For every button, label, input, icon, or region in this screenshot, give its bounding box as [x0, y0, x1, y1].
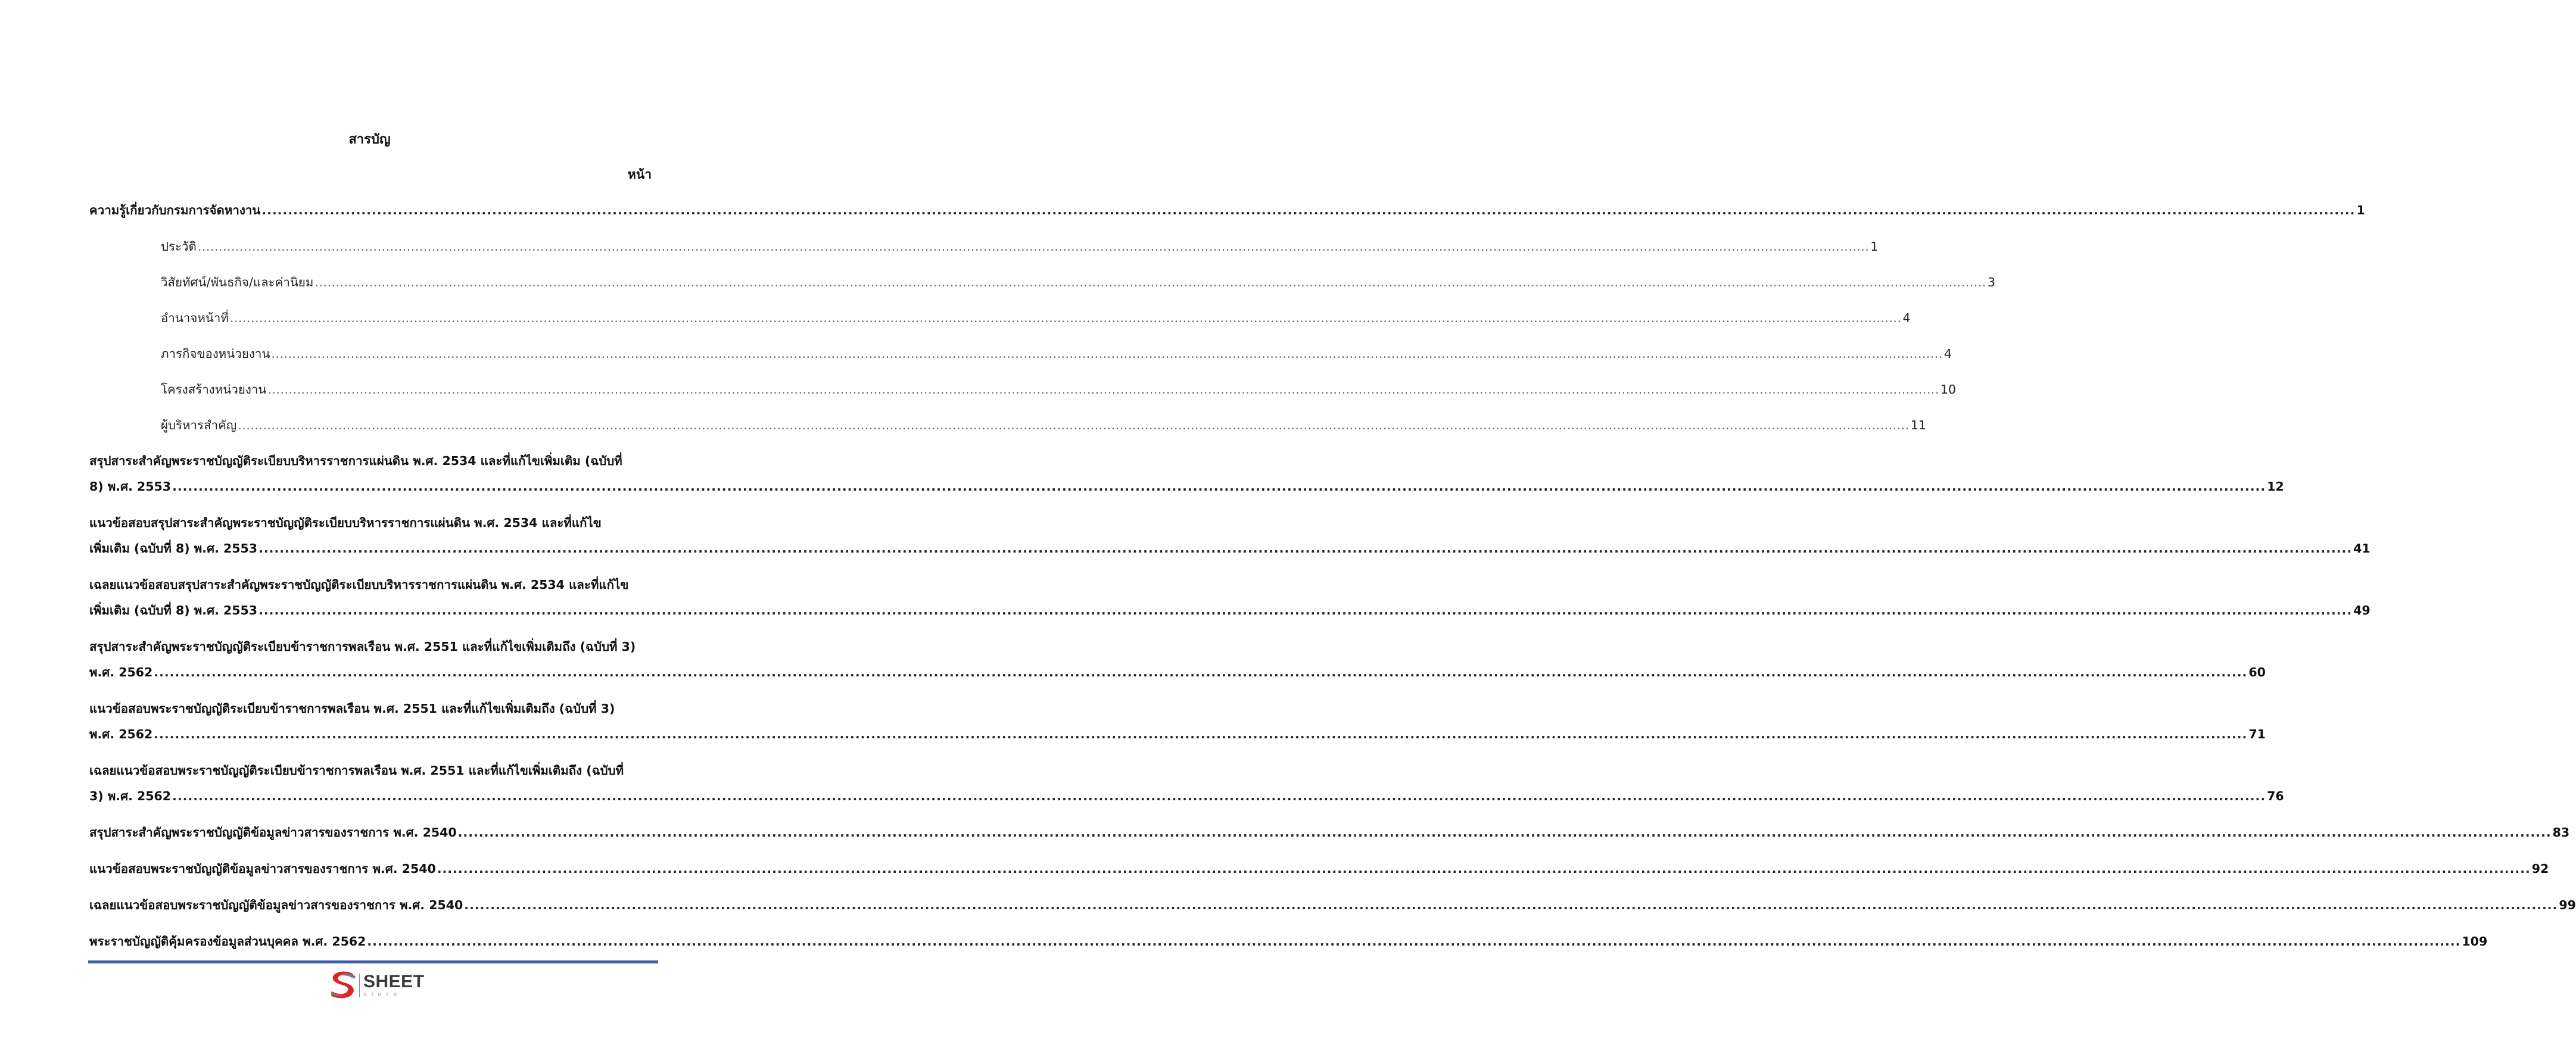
toc-entry-last-line	[161, 377, 1957, 403]
toc-entry-page-number: 83	[2552, 825, 2570, 840]
s-logo-icon	[329, 969, 357, 1002]
logo-separator	[359, 974, 360, 997]
toc-entry-page-number: 11	[1910, 418, 1926, 432]
toc-entry-title-line: เฉลยแนวข้อสอบพระราชบัญญัติระเบียบข้าราชการพลเรือน พ.ศ. 2551 และที่แก้ไขเพิ่มเติมถึง (ฉบับที่	[89, 763, 624, 778]
toc-entry-title-line: พ.ศ. 2562	[89, 727, 153, 741]
toc-entry-last-line	[89, 929, 2488, 954]
toc-entry-page-number: 60	[2248, 665, 2266, 679]
dot-leader: ................................................................................................................................................................................................................................................................................................................................................................................................................	[437, 862, 2531, 876]
toc-entry-page-number: 12	[2267, 479, 2284, 494]
toc-entry-title-line: พระราชบัญญัติคุ้มครองข้อมูลส่วนบุคคล พ.ศ. 2562	[89, 934, 366, 949]
toc-entry-page-number: 3	[1987, 275, 1995, 289]
toc-entry-title-line: 8) พ.ศ. 2553	[89, 479, 172, 494]
toc-entry-page-number: 1	[1870, 239, 1879, 254]
page-column-label: หน้า	[628, 167, 652, 182]
toc-entry-title-line: สรุปสาระสำคัญพระราชบัญญัติข้อมูลข่าวสารของราชการ พ.ศ. 2540	[89, 825, 457, 840]
toc-entry[interactable]	[89, 305, 1911, 331]
toc-entry[interactable]	[89, 510, 2371, 562]
toc-title: สารบัญ	[348, 132, 391, 147]
toc-entry-last-line	[89, 820, 2570, 846]
toc-entry-last-line	[89, 784, 2284, 809]
toc-entry-title-line: ความรู้เกี่ยวกับกรมการจัดหางาน	[89, 203, 261, 217]
dot-leader: ................................................................................................................................................................................................................................................................................................................................................................................................................	[267, 382, 1939, 397]
toc-entry-title-line: พ.ศ. 2562	[89, 665, 153, 679]
toc-entry-last-line	[161, 234, 1879, 260]
toc-entry-page-number: 109	[2462, 934, 2488, 949]
dot-leader: ................................................................................................................................................................................................................................................................................................................................................................................................................	[271, 347, 1943, 361]
dot-leader: ................................................................................................................................................................................................................................................................................................................................................................................................................	[172, 479, 2266, 494]
toc-entry-last-line	[89, 536, 2371, 562]
toc-entry-title-line: ประวัติ	[161, 239, 197, 254]
sheet-store-logo	[329, 969, 425, 1002]
toc-entry-last-line	[89, 474, 2284, 500]
toc-entry-page-number: 4	[1943, 347, 1952, 361]
footer-divider	[88, 960, 658, 963]
toc-entry-page-number: 76	[2267, 789, 2284, 803]
toc-entry-title-line: เฉลยแนวข้อสอบสรุปสาระสำคัญพระราชบัญญัติระเบียบบริหารราชการแผ่นดิน พ.ศ. 2534 และที่แก้ไข	[89, 578, 629, 592]
toc-entry[interactable]	[89, 270, 1995, 295]
toc-entry-page-number: 1	[2356, 203, 2365, 217]
toc-entry-page-number: 71	[2248, 727, 2266, 741]
logo-text	[363, 973, 425, 998]
toc-entry-title-line: วิสัยทัศน์/พันธกิจ/และค่านิยม	[161, 275, 314, 289]
toc-entry-title-line: โครงสร้างหน่วยงาน	[161, 382, 267, 397]
toc-entry-title-line: เฉลยแนวข้อสอบพระราชบัญญัติข้อมูลข่าวสารของราชการ พ.ศ. 2540	[89, 898, 463, 912]
toc-entry[interactable]	[89, 893, 2576, 918]
toc-entry-title-line: แนวข้อสอบสรุปสาระสำคัญพระราชบัญญัติระเบียบบริหารราชการแผ่นดิน พ.ศ. 2534 และที่แก้ไข	[89, 516, 602, 530]
toc-entry-last-line	[161, 270, 1995, 295]
dot-leader: ................................................................................................................................................................................................................................................................................................................................................................................................................	[258, 603, 2353, 617]
dot-leader: ................................................................................................................................................................................................................................................................................................................................................................................................................	[314, 275, 1986, 289]
dot-leader: ................................................................................................................................................................................................................................................................................................................................................................................................................	[367, 934, 2461, 949]
logo-word: SHEET	[363, 972, 425, 991]
toc-entry-page-number: 99	[2559, 898, 2576, 912]
toc-entry[interactable]	[89, 634, 2266, 685]
dot-leader: ................................................................................................................................................................................................................................................................................................................................................................................................................	[154, 665, 2248, 679]
toc-entry[interactable]	[89, 572, 2371, 623]
toc-entry-title-line: สรุปสาระสำคัญพระราชบัญญัติระเบียบบริหารราชการแผ่นดิน พ.ศ. 2534 และที่แก้ไขเพิ่มเติม (ฉบับที่	[89, 454, 622, 468]
toc-entry-title-line: 3) พ.ศ. 2562	[89, 789, 172, 803]
toc-entry[interactable]	[89, 856, 2549, 882]
toc-entry-last-line	[89, 893, 2576, 918]
dot-leader: ................................................................................................................................................................................................................................................................................................................................................................................................................	[197, 239, 1870, 254]
dot-leader: ................................................................................................................................................................................................................................................................................................................................................................................................................	[154, 727, 2248, 741]
toc-entry[interactable]	[89, 448, 2284, 500]
toc-entry[interactable]	[89, 696, 2266, 747]
toc-entry-page-number: 4	[1902, 311, 1911, 325]
toc-entry[interactable]	[89, 929, 2488, 954]
toc-entry-page-number: 92	[2531, 862, 2549, 876]
toc-entry-title-line: ผู้บริหารสำคัญ	[161, 418, 237, 432]
dot-leader: ................................................................................................................................................................................................................................................................................................................................................................................................................	[172, 789, 2266, 803]
toc-entry-last-line	[89, 856, 2549, 882]
toc-entry-page-number: 41	[2353, 541, 2371, 556]
toc-entry[interactable]	[89, 377, 1957, 403]
dot-leader: ................................................................................................................................................................................................................................................................................................................................................................................................................	[464, 898, 2558, 912]
toc-entry-last-line	[161, 413, 1926, 438]
table-of-contents	[89, 198, 2576, 965]
toc-entry-last-line	[89, 598, 2371, 623]
toc-entry-title-line: อำนาจหน้าที่	[161, 311, 229, 325]
toc-entry-last-line	[89, 722, 2266, 747]
toc-entry-last-line	[89, 198, 2365, 223]
toc-entry-page-number: 49	[2353, 603, 2371, 617]
toc-entry-title-line: แนวข้อสอบพระราชบัญญัติระเบียบข้าราชการพลเรือน พ.ศ. 2551 และที่แก้ไขเพิ่มเติมถึง (ฉบับที่ 3)	[89, 701, 615, 716]
dot-leader: ................................................................................................................................................................................................................................................................................................................................................................................................................	[229, 311, 1902, 325]
logo-subword: store	[363, 991, 402, 998]
toc-entry-page-number: 10	[1940, 382, 1957, 397]
toc-entry-title-line: แนวข้อสอบพระราชบัญญัติข้อมูลข่าวสารของราชการ พ.ศ. 2540	[89, 862, 436, 876]
toc-entry-title-line: สรุปสาระสำคัญพระราชบัญญัติระเบียบข้าราชการพลเรือน พ.ศ. 2551 และที่แก้ไขเพิ่มเติมถึง (ฉบับที่ 3)	[89, 640, 636, 654]
dot-leader: ................................................................................................................................................................................................................................................................................................................................................................................................................	[238, 418, 1910, 432]
toc-entry[interactable]	[89, 198, 2365, 223]
toc-entry[interactable]	[89, 234, 1879, 260]
toc-entry[interactable]	[89, 820, 2570, 846]
dot-leader: ................................................................................................................................................................................................................................................................................................................................................................................................................	[258, 541, 2353, 556]
toc-entry-title-line: ภารกิจของหน่วยงาน	[161, 347, 270, 361]
toc-entry[interactable]	[89, 758, 2284, 809]
dot-leader: ................................................................................................................................................................................................................................................................................................................................................................................................................	[261, 203, 2356, 217]
toc-entry-last-line	[161, 305, 1911, 331]
toc-entry-title-line: เพิ่มเติม (ฉบับที่ 8) พ.ศ. 2553	[89, 603, 258, 617]
toc-entry[interactable]	[89, 413, 1926, 438]
toc-entry[interactable]	[89, 341, 1952, 367]
toc-entry-last-line	[161, 341, 1952, 367]
dot-leader: ................................................................................................................................................................................................................................................................................................................................................................................................................	[457, 825, 2552, 840]
toc-entry-title-line: เพิ่มเติม (ฉบับที่ 8) พ.ศ. 2553	[89, 541, 258, 556]
toc-entry-last-line	[89, 660, 2266, 685]
